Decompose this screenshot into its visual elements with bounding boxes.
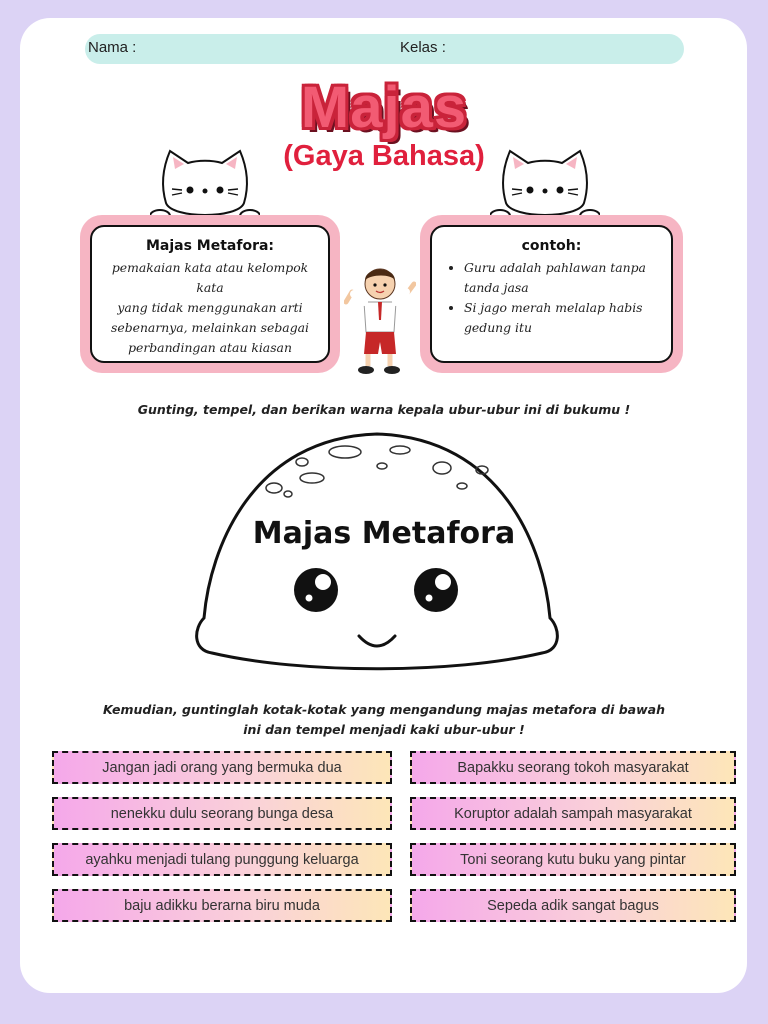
page-title: Majas xyxy=(300,75,468,140)
cutout-box[interactable]: Koruptor adalah sampah masyarakat xyxy=(410,797,736,830)
name-class-bar xyxy=(85,34,684,64)
nama-label: Nama : xyxy=(88,39,137,56)
instruction-1: Gunting, tempel, dan berikan warna kepala ubur-ubur ini di bukumu ! xyxy=(137,402,631,417)
student-boy-illustration xyxy=(344,262,416,377)
definition-line: perbandingan atau kiasan xyxy=(128,340,292,355)
example-title: contoh: xyxy=(521,238,582,254)
cat-icon xyxy=(150,143,260,225)
cutout-box[interactable]: ayahku menjadi tulang punggung keluarga xyxy=(52,843,392,876)
cutout-box[interactable]: nenekku dulu seorang bunga desa xyxy=(52,797,392,830)
example-card xyxy=(420,215,683,373)
definition-line: sebenarnya, melainkan sebagai xyxy=(111,320,309,335)
page-subtitle: (Gaya Bahasa) xyxy=(283,140,485,172)
cutout-box[interactable]: Jangan jadi orang yang bermuka dua xyxy=(52,751,392,784)
definition-title: Majas Metafora: xyxy=(145,238,275,254)
definition-line: yang tidak menggunakan arti xyxy=(117,300,303,315)
instruction-2-line: ini dan tempel menjadi kaki ubur-ubur ! xyxy=(243,722,525,737)
cutout-box[interactable]: Toni seorang kutu buku yang pintar xyxy=(410,843,736,876)
instruction-2-line: Kemudian, guntinglah kotak-kotak yang mengandung majas metafora di bawah xyxy=(102,702,665,717)
cutout-box[interactable]: baju adikku berarna biru muda xyxy=(52,889,392,922)
cat-icon xyxy=(490,143,600,225)
example-list xyxy=(446,258,665,338)
cutout-box[interactable]: Sepeda adik sangat bagus xyxy=(410,889,736,922)
example-item: • Guru adalah pahlawan tanpa tanda jasa xyxy=(464,258,665,298)
definition-card xyxy=(80,215,340,373)
definition-text xyxy=(98,258,322,358)
instruction-2 xyxy=(0,700,768,740)
cutout-box[interactable]: Bapakku seorang tokoh masyarakat xyxy=(410,751,736,784)
jellyfish-head-illustration xyxy=(192,428,562,698)
jellyfish-label: Majas Metafora xyxy=(252,516,516,551)
kelas-label: Kelas : xyxy=(400,39,446,56)
definition-line: pemakaian kata atau kelompok kata xyxy=(111,260,309,295)
example-item: • Si jago merah melalap habis gedung itu xyxy=(464,298,665,338)
